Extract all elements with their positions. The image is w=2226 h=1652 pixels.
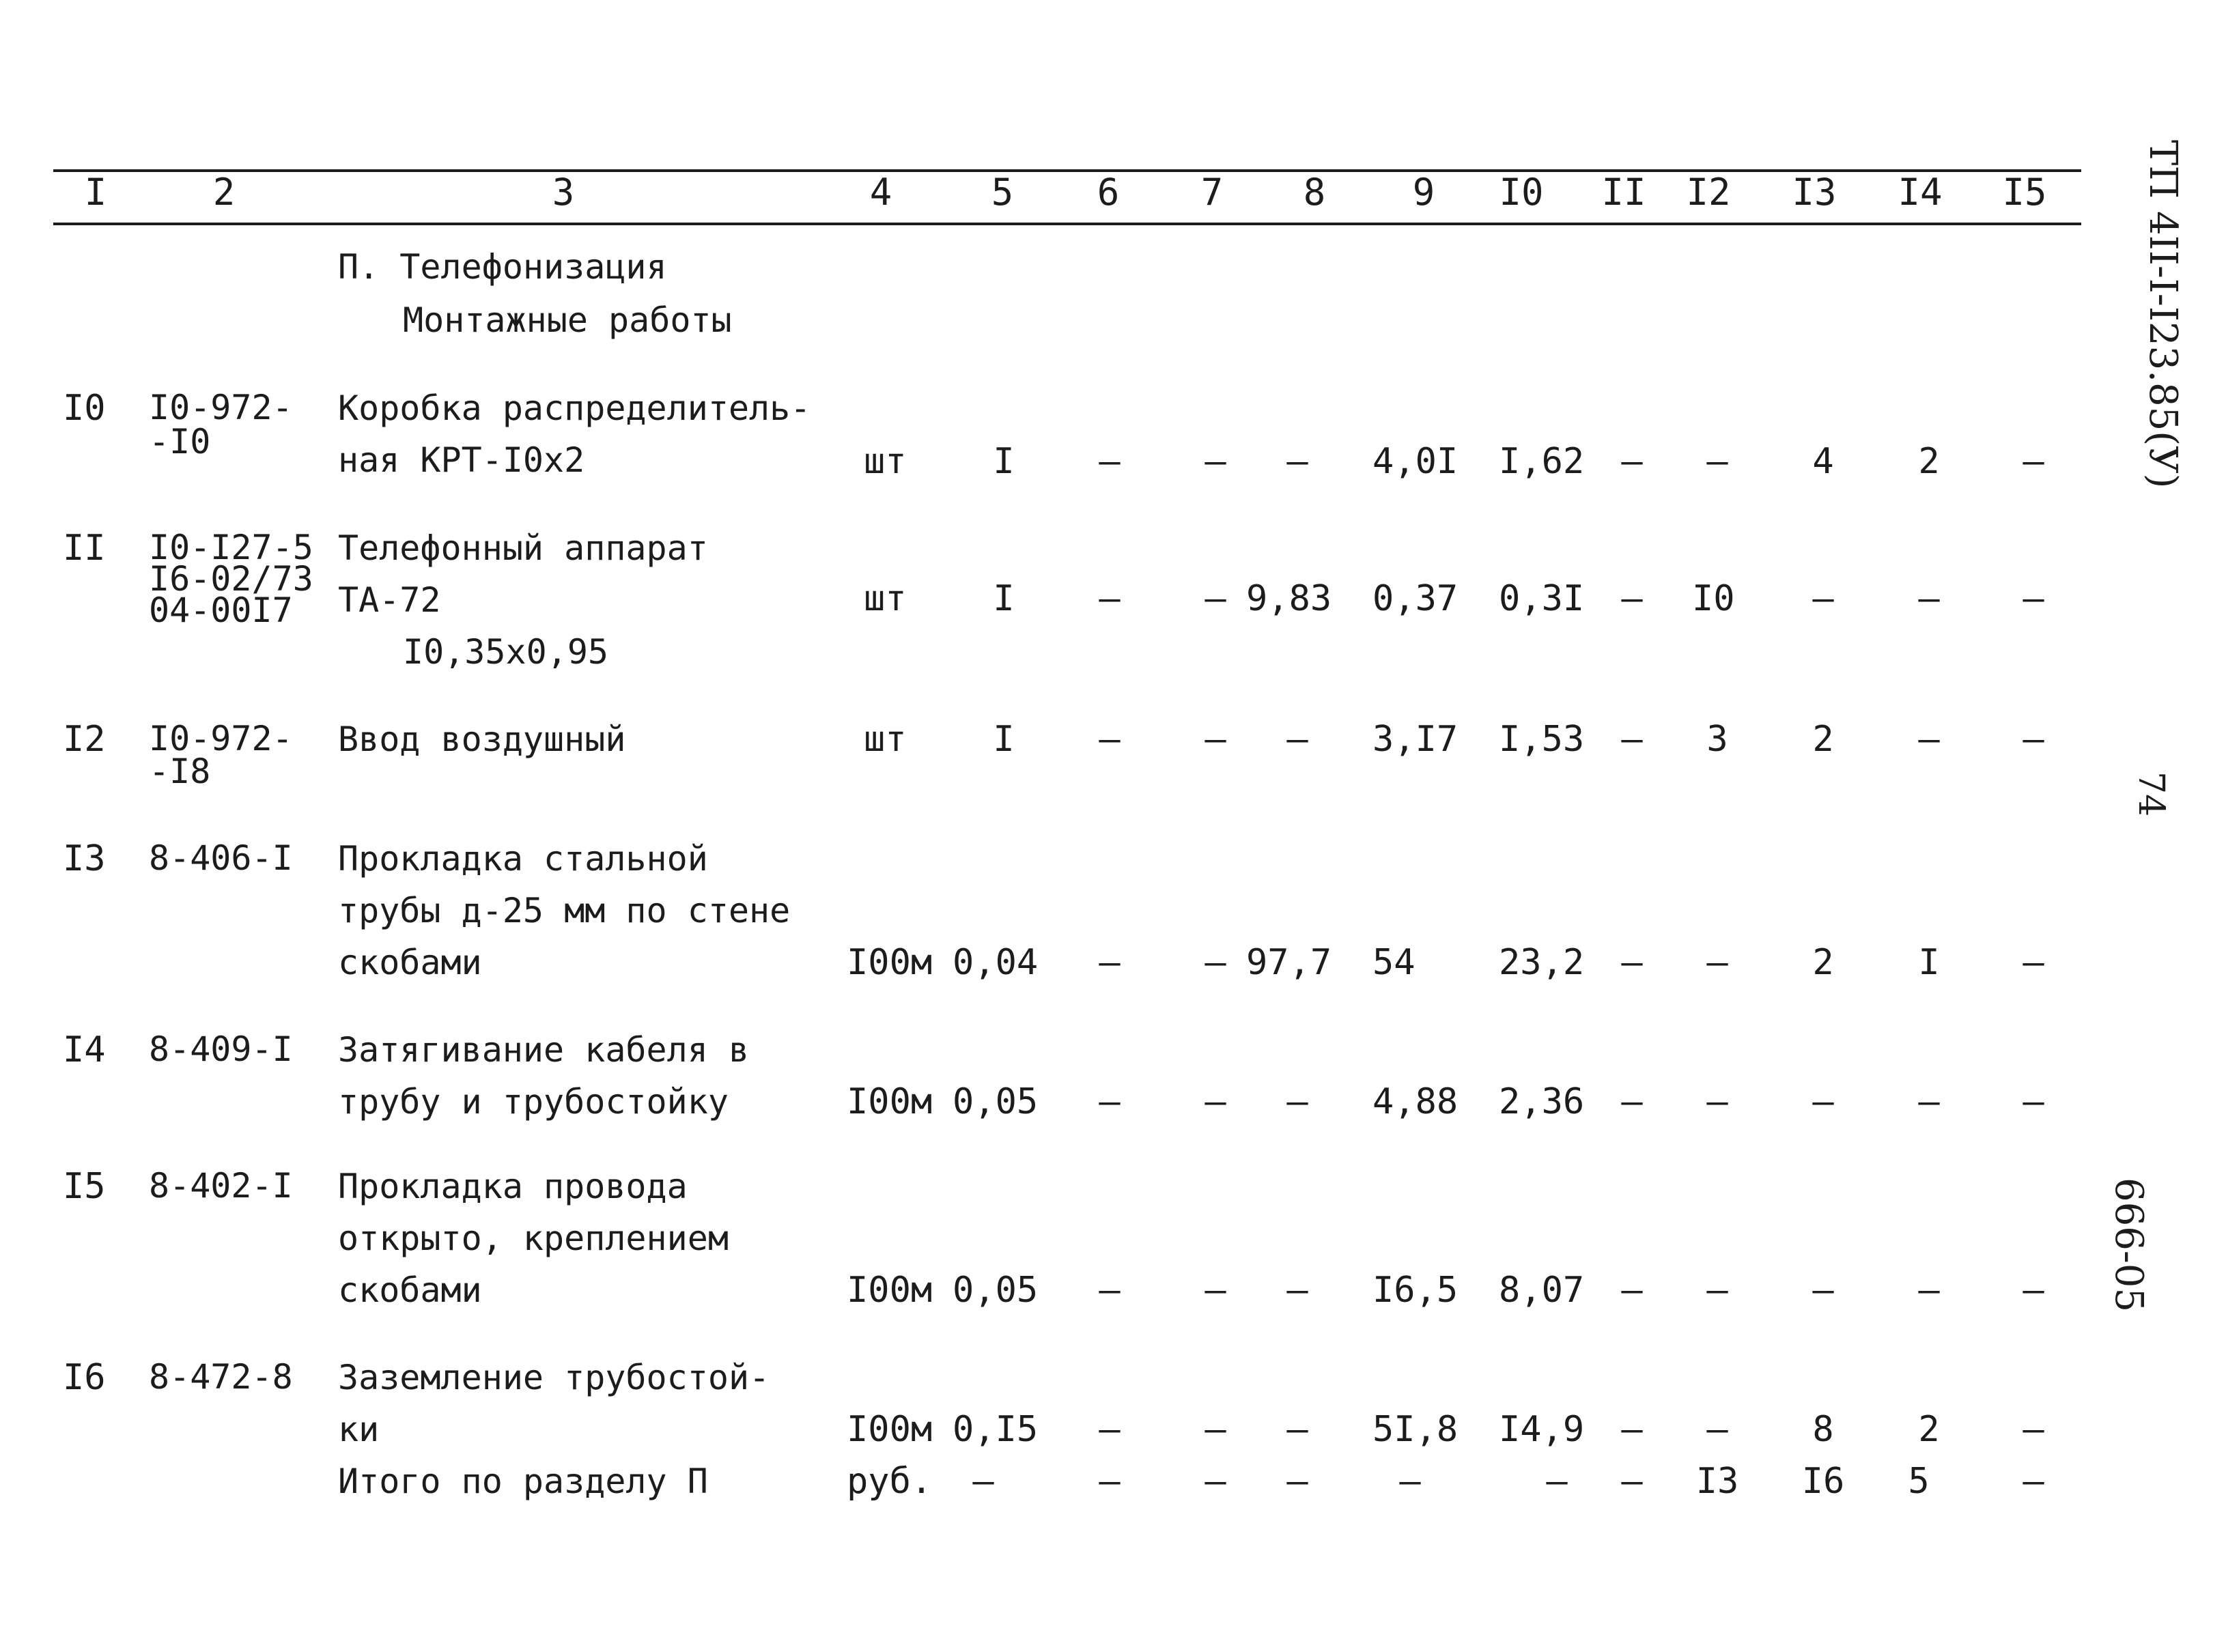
row-unit: I00м — [847, 1081, 933, 1122]
row-value: – — [1286, 1270, 1308, 1311]
row-number: I2 — [63, 719, 106, 760]
col-header-2: 2 — [212, 171, 236, 214]
row-value: – — [1918, 719, 1940, 760]
row-code-line: 8-402-I — [149, 1166, 293, 1206]
section-title: П. Телефонизация — [338, 247, 667, 287]
row-value: – — [1204, 1409, 1226, 1450]
row-code-line: I6-02/73 — [149, 559, 313, 599]
row-value: – — [1621, 1270, 1643, 1311]
row-value: I,62 — [1499, 441, 1585, 482]
row-value: – — [1286, 719, 1308, 760]
col-header-11: II — [1601, 171, 1646, 214]
row-value: 0,37 — [1372, 578, 1459, 619]
row-description-line: Прокладка стальной — [338, 839, 708, 879]
col-header-7: 7 — [1200, 171, 1224, 214]
total-value: – — [1099, 1461, 1121, 1502]
row-description-line: Телефонный аппарат — [338, 528, 708, 568]
row-value: – — [1621, 942, 1643, 983]
row-value: – — [1621, 1409, 1643, 1450]
total-value: I3 — [1695, 1461, 1739, 1502]
row-number: I5 — [63, 1166, 106, 1207]
row-number: I6 — [63, 1357, 106, 1398]
row-value: 8,07 — [1499, 1270, 1585, 1311]
row-value: – — [1099, 1409, 1121, 1450]
row-value: – — [1812, 1081, 1834, 1122]
row-value: – — [1099, 1081, 1121, 1122]
col-header-13: I3 — [1792, 171, 1837, 214]
row-value: – — [1706, 1081, 1728, 1122]
row-description-line: I0,35х0,95 — [403, 632, 609, 672]
total-value: – — [1546, 1461, 1568, 1502]
row-value: 2 — [1918, 441, 1940, 482]
row-unit: шт — [864, 441, 907, 482]
row-description-line: Прокладка провода — [338, 1167, 688, 1206]
row-value: – — [1099, 578, 1121, 619]
row-value: – — [1706, 1270, 1728, 1311]
row-value: – — [1204, 441, 1226, 482]
col-header-9: 9 — [1412, 171, 1435, 214]
row-code-line: 8-406-I — [149, 838, 293, 878]
row-code-line: -I8 — [149, 752, 211, 791]
row-value: – — [1286, 1081, 1308, 1122]
col-header-1: I — [84, 171, 107, 214]
total-value: – — [1286, 1461, 1308, 1502]
col-header-3: 3 — [552, 171, 575, 214]
col-header-6: 6 — [1097, 171, 1120, 214]
row-description-line: скобами — [338, 1270, 482, 1310]
row-description-line: скобами — [338, 943, 482, 982]
row-value: – — [1621, 1081, 1643, 1122]
row-description-line: открыто, креплением — [338, 1219, 729, 1258]
row-value: 3,I7 — [1372, 719, 1459, 760]
row-value: – — [1918, 1270, 1940, 1311]
row-value: – — [2023, 1270, 2044, 1311]
row-value: 54 — [1372, 942, 1415, 983]
row-value: 9,83 — [1246, 578, 1332, 619]
row-value: 8 — [1812, 1409, 1834, 1450]
row-unit: шт — [864, 719, 907, 760]
doc-code-label: ТП 4II-I-I23.85(У) — [2141, 140, 2185, 489]
total-value: I6 — [1801, 1461, 1845, 1502]
row-value: – — [1204, 719, 1226, 760]
col-header-4: 4 — [869, 171, 892, 214]
row-value: – — [1286, 441, 1308, 482]
row-value: – — [2023, 1081, 2044, 1122]
row-value: 3 — [1706, 719, 1728, 760]
row-value: I6,5 — [1372, 1270, 1459, 1311]
row-value: – — [1099, 1270, 1121, 1311]
row-code-line: 8-409-I — [149, 1029, 293, 1069]
row-value: – — [1204, 1081, 1226, 1122]
col-header-15: I5 — [2002, 171, 2047, 214]
row-value: 0,3I — [1499, 578, 1585, 619]
row-value: – — [1286, 1409, 1308, 1450]
row-value: 2 — [1812, 942, 1834, 983]
sheet-code-label: 666-05 — [2107, 1178, 2151, 1313]
row-number: I0 — [63, 388, 106, 429]
row-value: I — [1918, 942, 1940, 983]
total-value: 5 — [1908, 1461, 1930, 1502]
section-subtitle: Монтажные работы — [403, 300, 732, 340]
row-value: I4,9 — [1499, 1409, 1585, 1450]
total-value: – — [972, 1461, 994, 1502]
row-code-line: I0-972- — [149, 388, 293, 427]
row-value: 4,0I — [1372, 441, 1459, 482]
row-value: I — [993, 441, 1015, 482]
row-value: – — [1812, 578, 1834, 619]
row-value: – — [1918, 1081, 1940, 1122]
row-value: – — [1706, 942, 1728, 983]
header-bottom-rule — [53, 223, 2081, 225]
row-number: I4 — [63, 1029, 106, 1070]
row-number: II — [63, 528, 106, 569]
row-value: 4 — [1812, 441, 1834, 482]
col-header-12: I2 — [1686, 171, 1731, 214]
row-description-line: ки — [338, 1410, 380, 1449]
row-value: 2 — [1812, 719, 1834, 760]
row-code-line: I0-I27-5 — [149, 528, 313, 567]
total-value: – — [1621, 1461, 1643, 1502]
row-value: 0,04 — [953, 942, 1039, 983]
total-unit: руб. — [847, 1461, 933, 1502]
row-value: – — [1204, 1270, 1226, 1311]
row-value: – — [1099, 719, 1121, 760]
row-code-line: I0-972- — [149, 719, 293, 758]
row-value: I — [993, 578, 1015, 619]
row-description-line: Затягивание кабеля в — [338, 1030, 750, 1070]
row-code-line: -I0 — [149, 422, 211, 461]
total-value: – — [1399, 1461, 1421, 1502]
row-value: 2,36 — [1499, 1081, 1585, 1122]
row-description-line: Заземление трубостой- — [338, 1358, 770, 1397]
row-value: I,53 — [1499, 719, 1585, 760]
row-code-line: 8-472-8 — [149, 1357, 293, 1397]
row-value: – — [1204, 578, 1226, 619]
row-unit: шт — [864, 578, 907, 619]
row-description-line: Коробка распределитель- — [338, 388, 811, 428]
page-number-label: 74 — [2130, 771, 2171, 817]
row-value: 0,I5 — [953, 1409, 1039, 1450]
col-header-10: I0 — [1499, 171, 1544, 214]
row-value: 97,7 — [1246, 942, 1332, 983]
row-unit: I00м — [847, 942, 933, 983]
row-value: – — [1204, 942, 1226, 983]
col-header-8: 8 — [1303, 171, 1326, 214]
row-description-line: трубу и трубостойку — [338, 1082, 729, 1122]
row-value: – — [2023, 942, 2044, 983]
row-value: 5I,8 — [1372, 1409, 1459, 1450]
row-value: 23,2 — [1499, 942, 1585, 983]
row-value: 4,88 — [1372, 1081, 1459, 1122]
row-value: 0,05 — [953, 1270, 1039, 1311]
row-value: – — [1706, 441, 1728, 482]
col-header-14: I4 — [1898, 171, 1943, 214]
row-value: – — [1621, 578, 1643, 619]
row-number: I3 — [63, 838, 106, 879]
row-value: – — [2023, 578, 2044, 619]
total-label: Итого по разделу П — [338, 1462, 708, 1501]
row-unit: I00м — [847, 1409, 933, 1450]
row-description-line: Ввод воздушный — [338, 720, 626, 759]
row-value: – — [1812, 1270, 1834, 1311]
row-value: – — [1099, 441, 1121, 482]
row-value: – — [1918, 578, 1940, 619]
row-value: – — [2023, 441, 2044, 482]
row-value: 2 — [1918, 1409, 1940, 1450]
row-value: – — [1099, 942, 1121, 983]
row-value: – — [1706, 1409, 1728, 1450]
row-unit: I00м — [847, 1270, 933, 1311]
row-value: I — [993, 719, 1015, 760]
row-value: 0,05 — [953, 1081, 1039, 1122]
row-description-line: трубы д-25 мм по стене — [338, 891, 791, 930]
row-value: – — [1621, 719, 1643, 760]
row-value: – — [2023, 1409, 2044, 1450]
total-value: – — [2023, 1461, 2044, 1502]
row-value: – — [2023, 719, 2044, 760]
row-code-line: 04-00I7 — [149, 590, 293, 630]
col-header-5: 5 — [991, 171, 1014, 214]
row-value: – — [1621, 441, 1643, 482]
total-value: – — [1204, 1461, 1226, 1502]
row-description-line: ная КРТ-I0х2 — [338, 440, 585, 480]
row-value: I0 — [1692, 578, 1735, 619]
row-description-line: ТА-72 — [338, 580, 441, 620]
